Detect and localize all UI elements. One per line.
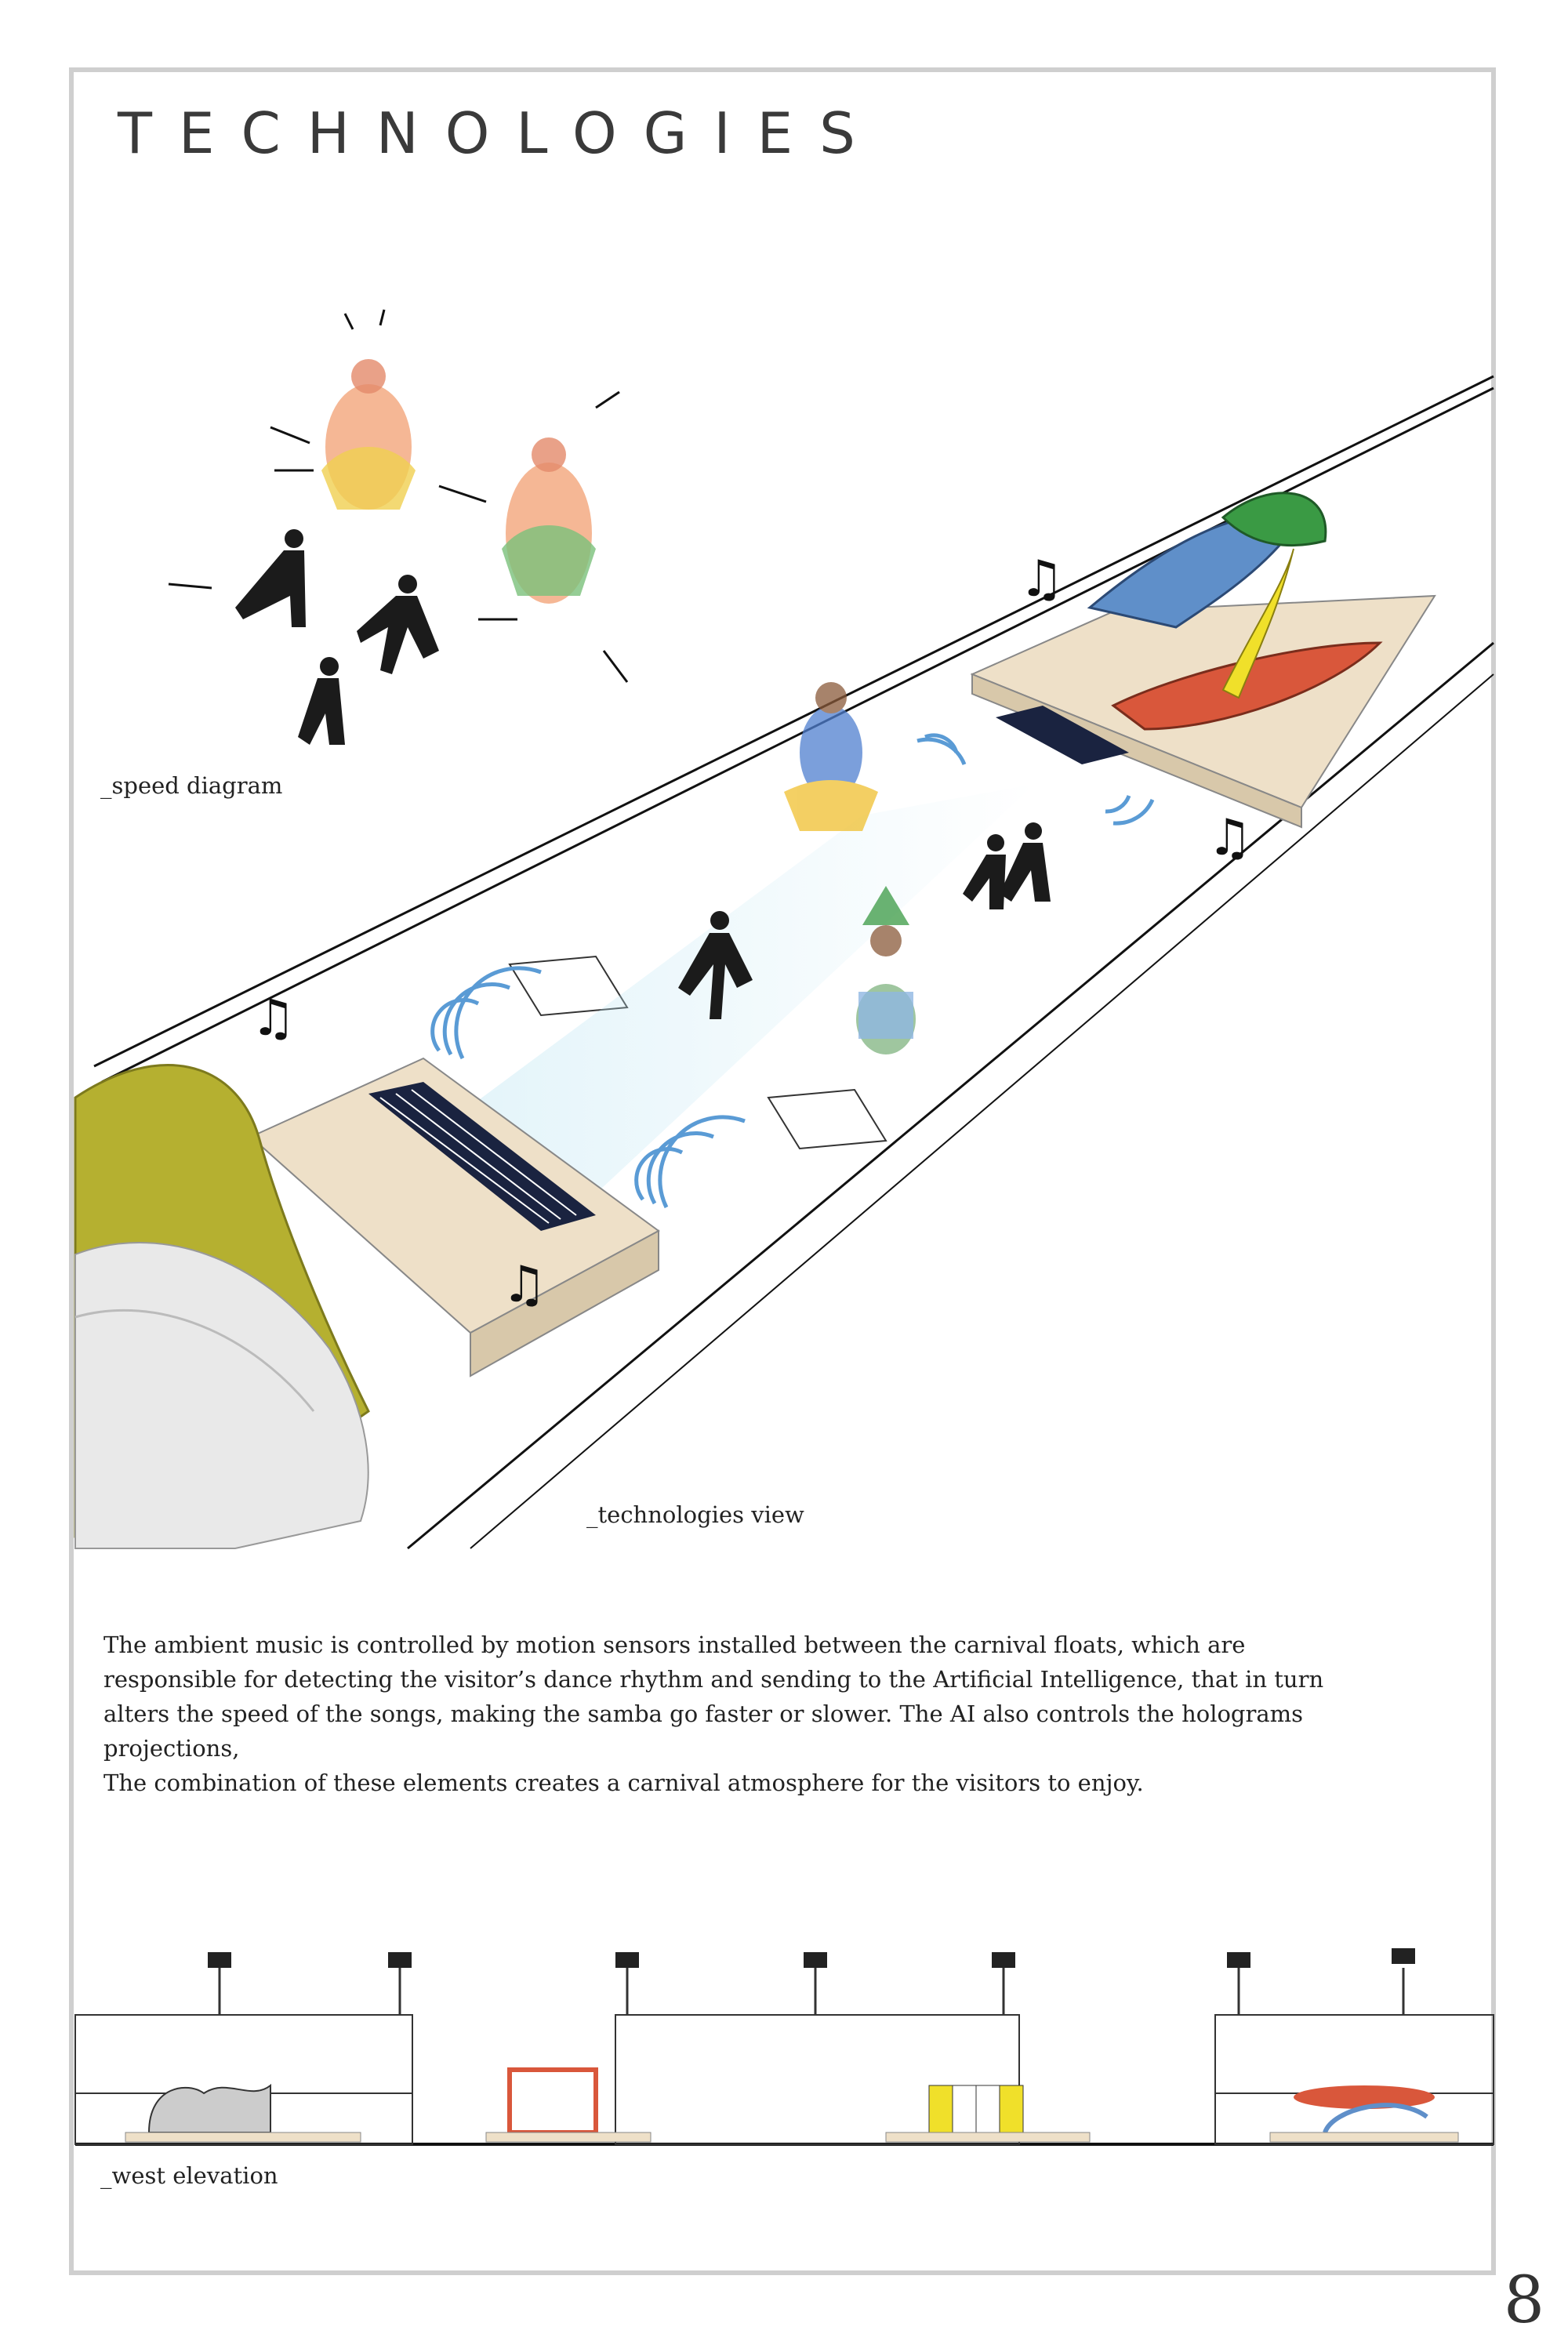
speed-diagram-caption: _speed diagram — [100, 772, 283, 799]
svg-text:♫: ♫ — [1019, 550, 1065, 608]
page-number: 8 — [1503, 2263, 1544, 2338]
speed-diagram-figures — [169, 310, 627, 745]
svg-text:♫: ♫ — [502, 1256, 547, 1314]
page-title: TECHNOLOGIES — [118, 100, 882, 166]
description-paragraph-1: The ambient music is controlled by motion sensors installed between the carnival floats, which are responsible for detecting the visitor’s dance rhythm and sending to the Artificial Intelligence, that in turn alters the speed of the songs, making the samba go faster or slower. The AI also controls the holograms projections, — [103, 1632, 1324, 1762]
west-elevation-caption: _west elevation — [100, 2162, 278, 2189]
west-elevation — [75, 1948, 1494, 2144]
technologies-view-caption: _technologies view — [586, 1501, 804, 1528]
description-text — [103, 1628, 1358, 1800]
svg-text:♫: ♫ — [251, 989, 296, 1047]
description-paragraph-2: The combination of these elements creates a carnival atmosphere for the visitors to enjoy. — [103, 1769, 1144, 1796]
svg-text:♫: ♫ — [1207, 809, 1253, 867]
